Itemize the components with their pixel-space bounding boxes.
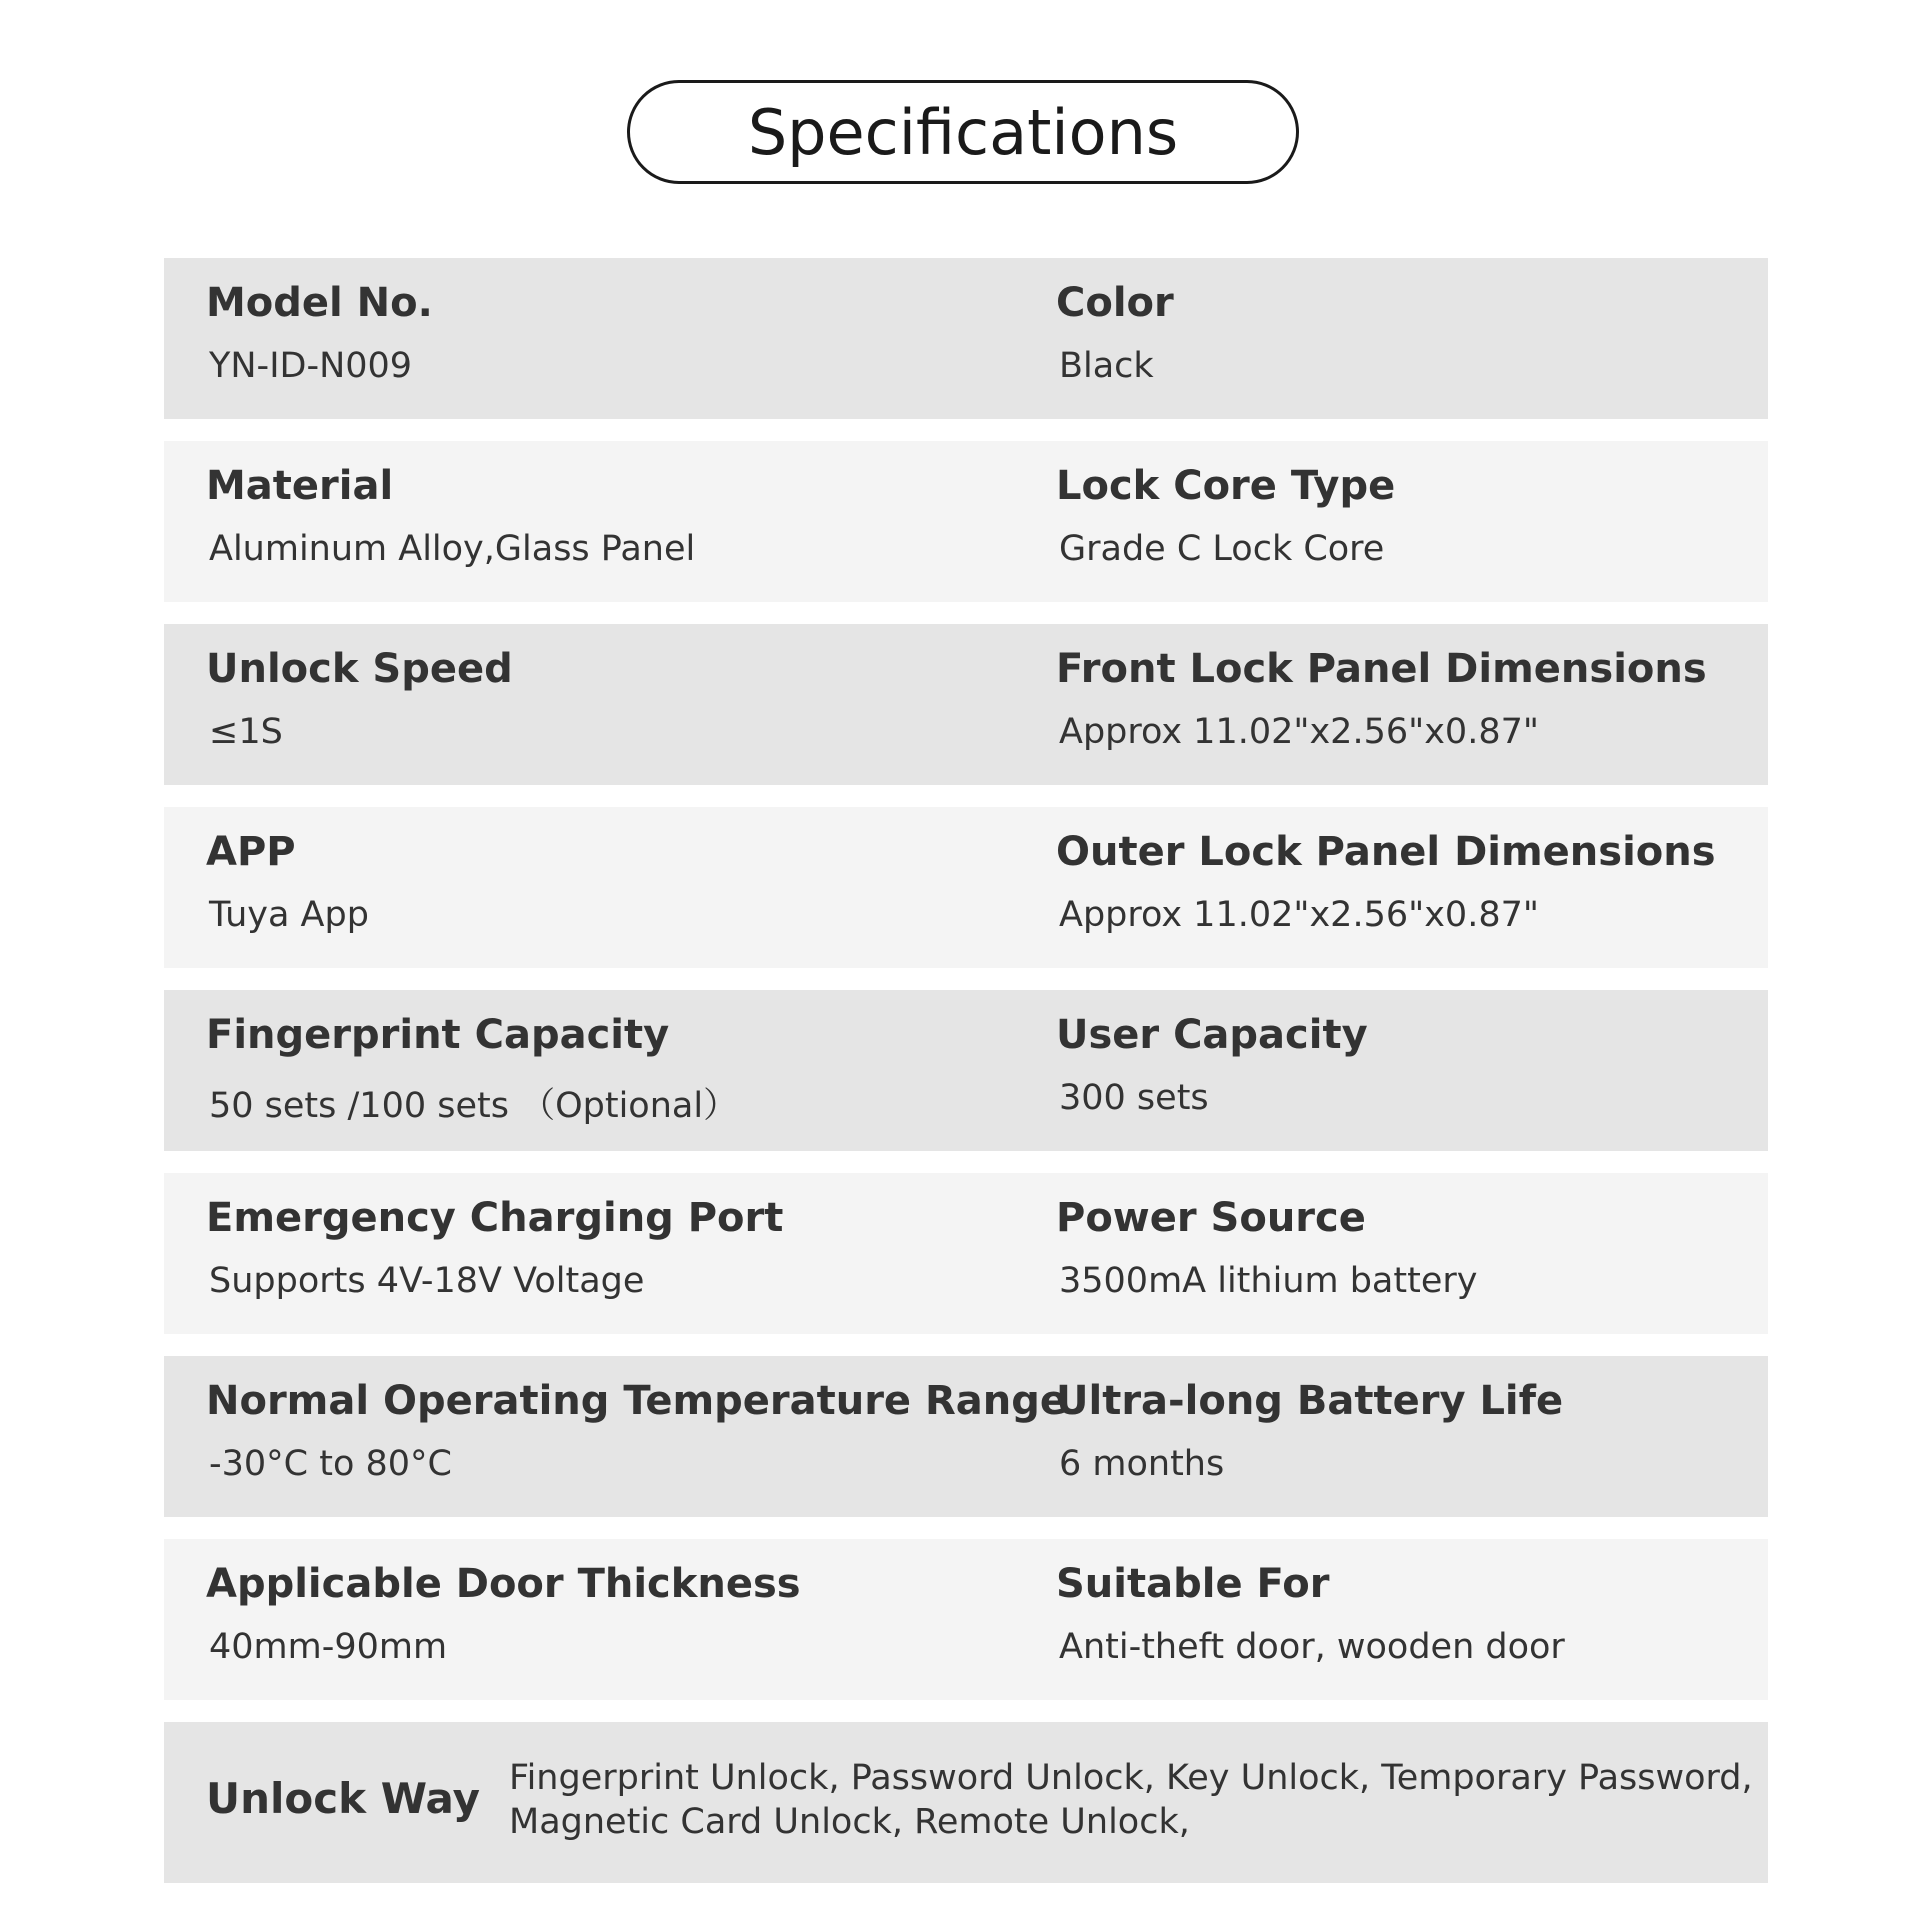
unlock-way-line: Magnetic Card Unlock, Remote Unlock, <box>509 1802 1190 1842</box>
spec-value: 6 months <box>1059 1444 1225 1484</box>
spec-value: YN-ID-N009 <box>209 346 413 386</box>
spec-row-door-thickness-suitable <box>164 1539 1768 1700</box>
spec-value: 50 sets /100 sets （Optional） <box>209 1086 739 1126</box>
spec-cell-suitable-for <box>1056 1539 1756 1700</box>
spec-cell-front-panel-dimensions <box>1056 624 1756 785</box>
spec-row-speed-front-panel <box>164 624 1768 785</box>
spec-label: Front Lock Panel Dimensions <box>1056 646 1707 692</box>
spec-cell-outer-panel-dimensions <box>1056 807 1756 968</box>
spec-label: Normal Operating Temperature Range <box>206 1378 1068 1424</box>
spec-label: Applicable Door Thickness <box>206 1561 801 1607</box>
spec-value: Tuya App <box>209 895 369 935</box>
spec-cell-battery-life <box>1056 1356 1756 1517</box>
spec-row-model-color <box>164 258 1768 419</box>
spec-label: Emergency Charging Port <box>206 1195 784 1241</box>
spec-row-unlock-way <box>164 1722 1768 1883</box>
spec-label: Power Source <box>1056 1195 1366 1241</box>
spec-value: 40mm-90mm <box>209 1627 448 1667</box>
spec-cell-color <box>1056 258 1756 419</box>
spec-row-app-outer-panel <box>164 807 1768 968</box>
spec-cell-door-thickness <box>206 1539 1006 1700</box>
spec-value: Black <box>1059 346 1154 386</box>
spec-label: Color <box>1056 280 1174 326</box>
spec-value: Approx 11.02"x2.56"x0.87" <box>1059 895 1539 935</box>
spec-label: Unlock Way <box>206 1774 480 1823</box>
spec-label: Material <box>206 463 394 509</box>
spec-value: 300 sets <box>1059 1078 1209 1118</box>
spec-label: Outer Lock Panel Dimensions <box>1056 829 1716 875</box>
spec-row-charging-power <box>164 1173 1768 1334</box>
spec-label: Fingerprint Capacity <box>206 1012 670 1058</box>
spec-table <box>164 258 1768 1905</box>
spec-value: -30°C to 80°C <box>209 1444 452 1484</box>
spec-value: Supports 4V-18V Voltage <box>209 1261 645 1301</box>
spec-cell-lock-core-type <box>1056 441 1756 602</box>
spec-value: Approx 11.02"x2.56"x0.87" <box>1059 712 1539 752</box>
spec-value: Anti-theft door, wooden door <box>1059 1627 1565 1667</box>
unlock-way-line: Fingerprint Unlock, Password Unlock, Key Unlock, Temporary Password, <box>509 1758 1753 1798</box>
spec-label: Ultra-long Battery Life <box>1056 1378 1564 1424</box>
page-title: Specifications <box>747 95 1179 169</box>
specifications-title-pill <box>627 80 1299 184</box>
spec-cell-material <box>206 441 1006 602</box>
spec-row-temperature-battery <box>164 1356 1768 1517</box>
spec-value: Aluminum Alloy,Glass Panel <box>209 529 696 569</box>
spec-cell-unlock-speed <box>206 624 1006 785</box>
spec-value: Grade C Lock Core <box>1059 529 1385 569</box>
spec-value <box>509 1756 1753 1844</box>
spec-cell-power-source <box>1056 1173 1756 1334</box>
spec-row-fingerprint-user <box>164 990 1768 1151</box>
spec-cell-model <box>206 258 1006 419</box>
spec-cell-app <box>206 807 1006 968</box>
spec-cell-user-capacity <box>1056 990 1756 1151</box>
spec-label: APP <box>206 829 296 875</box>
spec-label: Model No. <box>206 280 433 326</box>
spec-cell-fingerprint-capacity <box>206 990 1006 1151</box>
spec-label: User Capacity <box>1056 1012 1368 1058</box>
spec-label: Suitable For <box>1056 1561 1330 1607</box>
spec-label: Unlock Speed <box>206 646 513 692</box>
spec-cell-emergency-charging-port <box>206 1173 1006 1334</box>
spec-value: 3500mA lithium battery <box>1059 1261 1478 1301</box>
spec-row-material-lockcore <box>164 441 1768 602</box>
spec-value: ≤1S <box>209 712 283 752</box>
spec-label: Lock Core Type <box>1056 463 1396 509</box>
spec-cell-operating-temperature <box>206 1356 1068 1517</box>
